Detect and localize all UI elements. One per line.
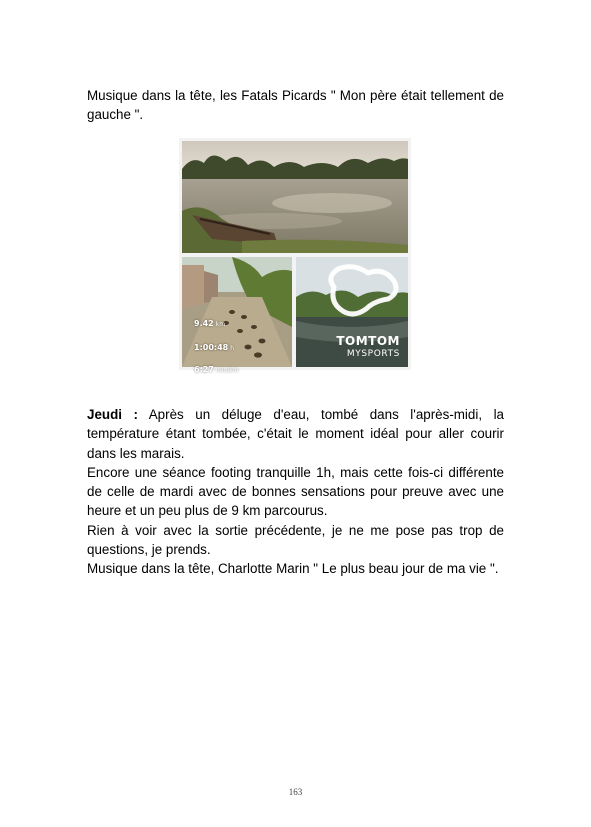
line-1-text: Après un déluge d'eau, tombé dans l'après-midi, la température étant tombée, c'était le moment idéal pour aller courir dans les marais.: [87, 407, 504, 461]
route-map-photo: [296, 257, 408, 367]
tomtom-mysports-logo: [336, 334, 400, 359]
ducks-path-photo: [182, 257, 292, 374]
duration-unit: h: [230, 345, 235, 352]
pace-unit: min/km: [215, 367, 239, 374]
pace-stat: [194, 365, 239, 374]
duration-stat: [194, 343, 234, 352]
paragraph-line-1: [87, 405, 504, 463]
day-label: Jeudi :: [87, 407, 138, 422]
intro-paragraph: [87, 86, 504, 125]
paragraph-line-2: Encore une séance footing tranquille 1h, mais cette fois-ci différente de celle de mardi avec de bonnes sensations pour preuve avec une heure et un peu plus de 9 km parcourus.: [87, 464, 504, 519]
distance-value: 9.42: [194, 319, 214, 328]
distance-stat: [194, 319, 225, 328]
intro-text: Musique dans la tête, les Fatals Picards " Mon père était tellement de gauche ".: [87, 88, 504, 123]
brand-subtitle: MYSPORTS: [346, 349, 400, 359]
distance-unit: km: [215, 321, 226, 328]
duration-value: 1:00:48: [194, 343, 229, 352]
pace-value: 6:27: [194, 365, 214, 374]
paragraph-line-3: Rien à voir avec la sortie précédente, je ne me pose pas trop de questions, je prends.: [87, 522, 504, 558]
thursday-paragraph: [87, 405, 504, 579]
photo-collage: [179, 138, 411, 374]
paragraph-line-4: Musique dans la tête, Charlotte Marin " Le plus beau jour de ma vie ".: [87, 561, 499, 577]
brand-name: TOMTOM: [336, 334, 400, 348]
marsh-boat-photo: [182, 141, 408, 253]
page-number: 163: [288, 787, 303, 797]
